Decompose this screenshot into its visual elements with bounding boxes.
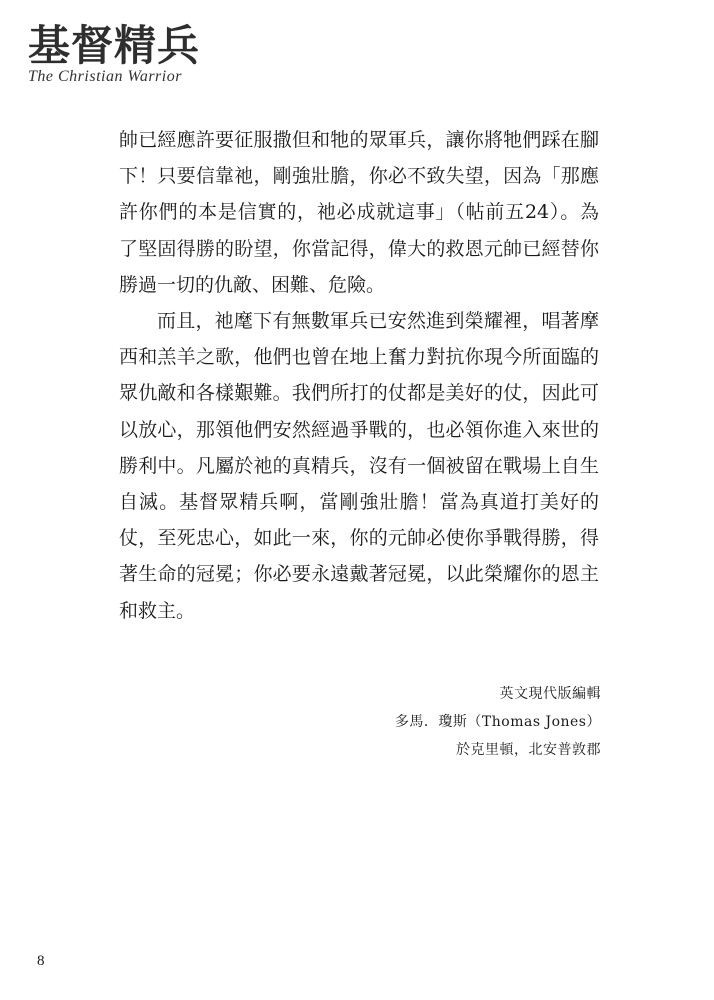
running-header xyxy=(28,22,200,86)
paragraph: 帥已經應許要征服撒但和牠的眾軍兵，讓你將牠們踩在腳下！只要信靠祂，剛強壯膽，你必不致失望，因為「那應許你們的本是信實的，祂必成就這事」（帖前五24）。為了堅固得勝的盼望，你當記得，偉大的救恩元帥已經替你勝過一切的仇敵、困難、危險。 xyxy=(119,129,599,296)
paragraph: 而且，祂麾下有無數軍兵已安然進到榮耀裡，唱著摩西和羔羊之歌，他們也曾在地上奮力對抗你現今所面臨的眾仇敵和各樣艱難。我們所打的仗都是美好的仗，因此可以放心，那領他們安然經過爭戰的，也必領你進入來世的勝利中。凡屬於祂的真精兵，沒有一個被留在戰場上自生自滅。基督眾精兵啊，當剛強壯膽！當為真道打美好的仗，至死忠心，如此一來，你的元帥必使你爭戰得勝，得著生命的冠冕；你必要永遠戴著冠冕，以此榮耀你的恩主和救主。 xyxy=(119,310,599,622)
body-text xyxy=(119,122,599,629)
signature-name: 多馬．瓊斯（Thomas Jones） xyxy=(394,714,601,730)
signature-place: 於克里頓，北安普敦郡 xyxy=(456,742,601,758)
page-number: 8 xyxy=(37,953,45,969)
book-title: 基督精兵 xyxy=(28,21,201,70)
editor-signature xyxy=(395,680,601,764)
book-subtitle: The Christian Warrior xyxy=(28,68,182,85)
signature-role: 英文現代版編輯 xyxy=(499,686,601,702)
